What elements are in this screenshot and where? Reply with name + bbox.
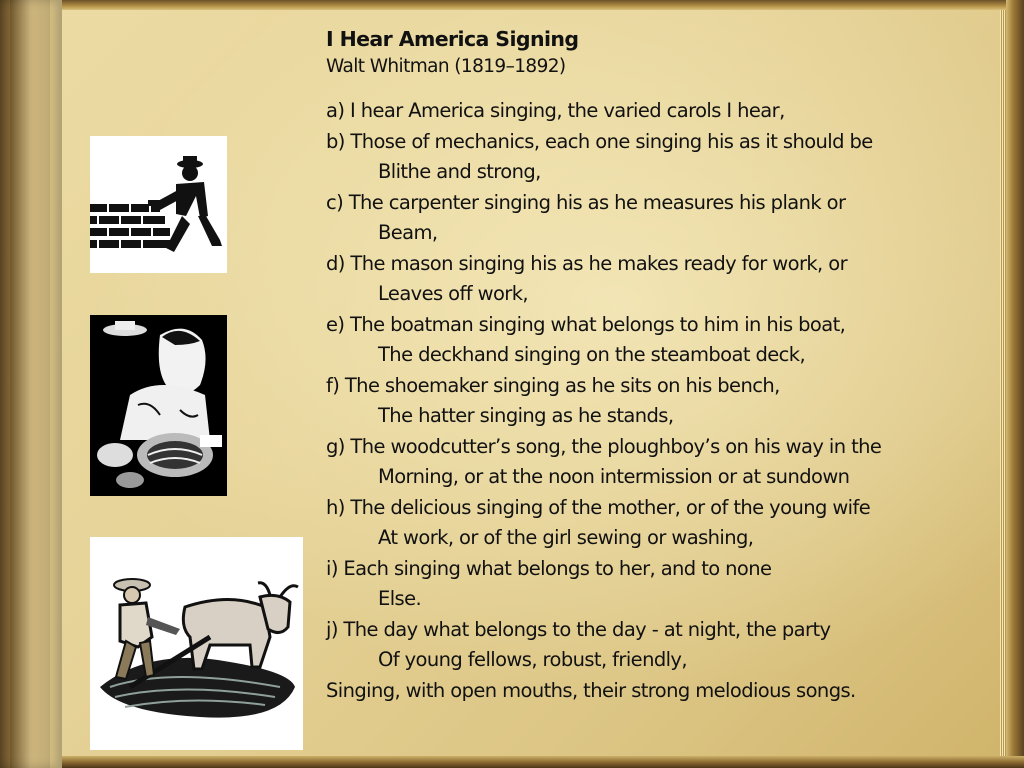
- book-cover-edge-bottom: [62, 756, 1024, 768]
- book-cover-edge-right: [1006, 0, 1024, 768]
- page-edges: [1000, 10, 1006, 756]
- ploughman-oxen-image: [90, 537, 303, 750]
- poem-line-continuation: At work, or of the girl sewing or washing,: [378, 526, 754, 549]
- poem-line: c) The carpenter singing his as he measures his plank or: [326, 190, 846, 214]
- poem-line-continuation: Beam,: [378, 221, 438, 244]
- poem-line-continuation: The hatter singing as he stands,: [378, 404, 674, 427]
- poem-line-continuation: Of young fellows, robust, friendly,: [378, 648, 687, 671]
- poem-line: d) The mason singing his as he makes ready for work, or: [326, 251, 847, 275]
- poem-line-continuation: Else.: [378, 587, 422, 610]
- poem-line: h) The delicious singing of the mother, or of the young wife: [326, 495, 871, 519]
- poem-line-continuation: Leaves off work,: [378, 282, 529, 305]
- book-cover-edge-top: [62, 0, 1024, 10]
- poem-line: f) The shoemaker singing as he sits on his bench,: [326, 373, 780, 397]
- poem-line-continuation: The deckhand singing on the steamboat deck,: [378, 343, 806, 366]
- poem-line-continuation: Blithe and strong,: [378, 160, 541, 183]
- poem-line: e) The boatman singing what belongs to him in his boat,: [326, 312, 846, 336]
- poem-line: g) The woodcutter’s song, the ploughboy’s on his way in the: [326, 434, 882, 458]
- poem-line: a) I hear America singing, the varied carols I hear,: [326, 99, 785, 122]
- poem-line: Singing, with open mouths, their strong melodious songs.: [326, 678, 856, 702]
- poem-line: b) Those of mechanics, each one singing his as it should be: [326, 129, 873, 153]
- shoemaker-woodcut-image: [90, 315, 227, 496]
- poem-text-block: [326, 24, 996, 706]
- poem-author: Walt Whitman (1819–1892): [326, 56, 566, 77]
- poem-line: j) The day what belongs to the day - at night, the party: [326, 617, 831, 641]
- poem-line: i) Each singing what belongs to her, and to none: [326, 556, 772, 580]
- poem-line-continuation: Morning, or at the noon intermission or at sundown: [378, 465, 850, 488]
- book-spine: [0, 0, 62, 768]
- poem-title: I Hear America Signing: [326, 27, 579, 51]
- mason-bricklayer-image: [90, 136, 227, 273]
